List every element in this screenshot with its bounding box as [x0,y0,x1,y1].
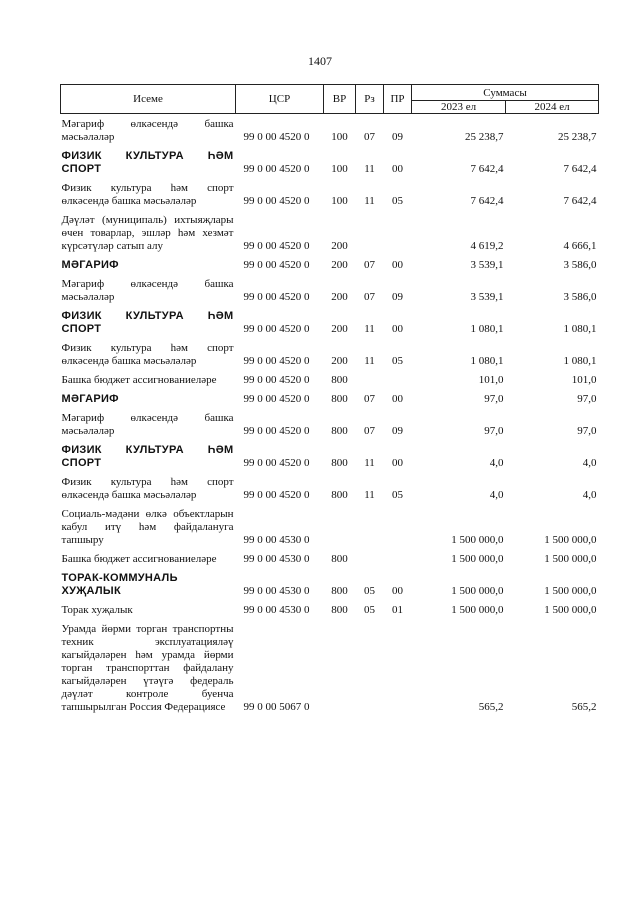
row-name: Мәгариф өлкәсендә башка мәсьәләләр [61,118,234,143]
row-pr: 00 [392,163,403,175]
row-amount-2023: 3 539,1 [470,259,504,271]
table-row [61,255,599,274]
row-csr: 99 0 00 4520 0 [243,489,310,501]
row-amount-2023: 97,0 [484,425,504,437]
row-rz: 05 [364,604,375,616]
row-vr: 800 [331,425,348,437]
row-amount-2023: 97,0 [484,393,504,405]
row-rz: 07 [364,393,375,405]
row-vr: 200 [331,291,348,303]
row-name: ФИЗИК КУЛЬТУРА ҺӘМ СПОРТ [61,310,234,335]
row-pr: 09 [392,425,403,437]
row-csr: 99 0 00 4520 0 [243,457,310,469]
row-vr: 100 [331,163,348,175]
row-amount-2024: 1 080,1 [563,323,597,335]
row-amount-2024: 101,0 [571,374,597,386]
row-name: Урамда йөрми торган транспортны техник эксплуатацияләү кагыйдәләрен һәм урамда йөрми торган транспорттан файдалану кагыйдәләрен үтәүгә федераль дәүләт контроле буенча тапшырылган Россия Федерациясе [61,623,234,713]
row-amount-2024: 1 080,1 [563,355,597,367]
header-csr: ЦСР [236,85,324,114]
table-row [61,306,599,338]
row-csr: 99 0 00 4520 0 [243,291,310,303]
row-name: Социаль-мәдәни өлкә объектларын кабул итү һәм файдалануга тапшыру [61,508,234,546]
table-row [61,389,599,408]
header-year-2024: 2024 ел [506,101,599,114]
row-rz [356,619,384,716]
table-row [61,440,599,472]
row-pr [384,504,412,549]
table-header [61,85,599,114]
row-pr: 01 [392,604,403,616]
row-name: МӘГАРИФ [61,393,119,405]
row-rz: 11 [364,355,375,367]
row-name: МӘГАРИФ [61,259,119,271]
row-csr: 99 0 00 4520 0 [243,374,310,386]
row-amount-2023: 1 500 000,0 [451,534,504,546]
row-amount-2024: 3 586,0 [563,259,597,271]
row-amount-2023: 1 500 000,0 [451,585,504,597]
row-rz: 07 [364,425,375,437]
row-amount-2023: 565,2 [478,701,504,713]
row-rz: 07 [364,131,375,143]
row-amount-2024: 7 642,4 [563,195,597,207]
row-amount-2023: 4 619,2 [470,240,504,252]
row-csr: 99 0 00 4530 0 [243,604,310,616]
row-csr: 99 0 00 4520 0 [243,131,310,143]
table-row [61,600,599,619]
budget-table [60,84,599,716]
row-name: Торак хуҗалык [61,604,133,616]
row-amount-2023: 1 080,1 [470,323,504,335]
row-amount-2024: 1 500 000,0 [544,534,597,546]
row-name: Мәгариф өлкәсендә башка мәсьәләләр [61,278,234,303]
table-row [61,114,599,147]
table-row [61,619,599,716]
row-rz [356,210,384,255]
header-rz: Рз [356,85,384,114]
row-pr [384,370,412,389]
row-pr [384,549,412,568]
row-amount-2024: 1 500 000,0 [544,553,597,565]
row-rz: 11 [364,457,375,469]
row-amount-2023: 1 080,1 [470,355,504,367]
row-rz: 11 [364,323,375,335]
row-vr: 200 [331,323,348,335]
row-pr: 09 [392,291,403,303]
table-row [61,338,599,370]
row-amount-2024: 4,0 [582,457,597,469]
row-name: Физик культура һәм спорт өлкәсендә башка мәсьәләләр [61,182,234,207]
row-amount-2023: 1 500 000,0 [451,553,504,565]
header-name: Исеме [61,85,236,114]
row-pr [384,619,412,716]
row-amount-2023: 7 642,4 [470,195,504,207]
row-csr: 99 0 00 4520 0 [243,163,310,175]
row-name: ФИЗИК КУЛЬТУРА ҺӘМ СПОРТ [61,444,234,469]
row-rz: 11 [364,489,375,501]
row-amount-2023: 25 238,7 [465,131,504,143]
row-name: ТОРАК-КОММУНАЛЬ ХУҖАЛЫК [61,572,178,597]
row-rz: 11 [364,163,375,175]
row-csr: 99 0 00 4520 0 [243,425,310,437]
row-amount-2024: 97,0 [577,425,597,437]
row-csr: 99 0 00 5067 0 [243,701,310,713]
row-amount-2024: 25 238,7 [558,131,597,143]
table-row [61,274,599,306]
row-vr: 100 [331,195,348,207]
row-amount-2024: 1 500 000,0 [544,604,597,616]
row-name: Башка бюджет ассигнованиеләре [61,553,217,565]
row-amount-2024: 4,0 [582,489,597,501]
row-name: Дәүләт (муниципаль) ихтыяҗлары өчен товарлар, эшләр һәм хезмәт күрсәтүләр сатып алу [61,214,234,252]
table-row [61,146,599,178]
row-pr: 05 [392,355,403,367]
row-name: Физик культура һәм спорт өлкәсендә башка мәсьәләләр [61,342,234,367]
row-vr: 200 [331,355,348,367]
row-csr: 99 0 00 4520 0 [243,240,310,252]
header-vr: ВР [324,85,356,114]
row-pr: 00 [392,323,403,335]
table-row [61,408,599,440]
row-vr: 800 [331,393,348,405]
row-amount-2023: 7 642,4 [470,163,504,175]
row-vr [324,504,356,549]
row-vr: 800 [331,457,348,469]
row-csr: 99 0 00 4530 0 [243,553,310,565]
row-rz [356,504,384,549]
row-name: Физик культура һәм спорт өлкәсендә башка мәсьәләләр [61,476,234,501]
row-amount-2024: 565,2 [571,701,597,713]
header-pr: ПР [384,85,412,114]
row-rz: 07 [364,259,375,271]
row-amount-2023: 3 539,1 [470,291,504,303]
row-amount-2024: 1 500 000,0 [544,585,597,597]
row-csr: 99 0 00 4530 0 [243,534,310,546]
row-amount-2024: 7 642,4 [563,163,597,175]
page-number: 1407 [308,54,332,68]
row-rz [356,370,384,389]
row-rz [356,549,384,568]
row-amount-2023: 4,0 [489,489,504,501]
row-csr: 99 0 00 4520 0 [243,323,310,335]
table-row [61,210,599,255]
header-year-2023: 2023 ел [412,101,506,114]
row-name: ФИЗИК КУЛЬТУРА ҺӘМ СПОРТ [61,150,234,175]
row-vr: 800 [331,604,348,616]
row-pr: 00 [392,393,403,405]
row-amount-2024: 97,0 [577,393,597,405]
row-pr: 09 [392,131,403,143]
row-csr: 99 0 00 4520 0 [243,393,310,405]
row-vr [324,619,356,716]
row-pr: 05 [392,195,403,207]
row-name: Башка бюджет ассигнованиеләре [61,374,217,386]
row-vr: 200 [331,259,348,271]
row-name: Мәгариф өлкәсендә башка мәсьәләләр [61,412,234,437]
table-row [61,568,599,600]
row-vr: 800 [331,489,348,501]
row-csr: 99 0 00 4530 0 [243,585,310,597]
table-row [61,370,599,389]
row-pr: 00 [392,259,403,271]
row-csr: 99 0 00 4520 0 [243,355,310,367]
row-amount-2024: 3 586,0 [563,291,597,303]
row-vr: 800 [331,553,348,565]
row-rz: 07 [364,291,375,303]
row-csr: 99 0 00 4520 0 [243,259,310,271]
row-csr: 99 0 00 4520 0 [243,195,310,207]
table-row [61,472,599,504]
row-rz: 05 [364,585,375,597]
row-vr: 200 [331,240,348,252]
row-pr: 00 [392,457,403,469]
row-vr: 800 [331,585,348,597]
table-row [61,549,599,568]
table-body [61,114,599,717]
row-pr: 00 [392,585,403,597]
header-sums: Суммасы [412,85,599,101]
row-amount-2023: 101,0 [478,374,504,386]
row-pr [384,210,412,255]
row-vr: 100 [331,131,348,143]
row-pr: 05 [392,489,403,501]
row-vr: 800 [331,374,348,386]
row-amount-2023: 1 500 000,0 [451,604,504,616]
row-rz: 11 [364,195,375,207]
row-amount-2023: 4,0 [489,457,504,469]
table-row [61,504,599,549]
table-row [61,178,599,210]
row-amount-2024: 4 666,1 [563,240,597,252]
